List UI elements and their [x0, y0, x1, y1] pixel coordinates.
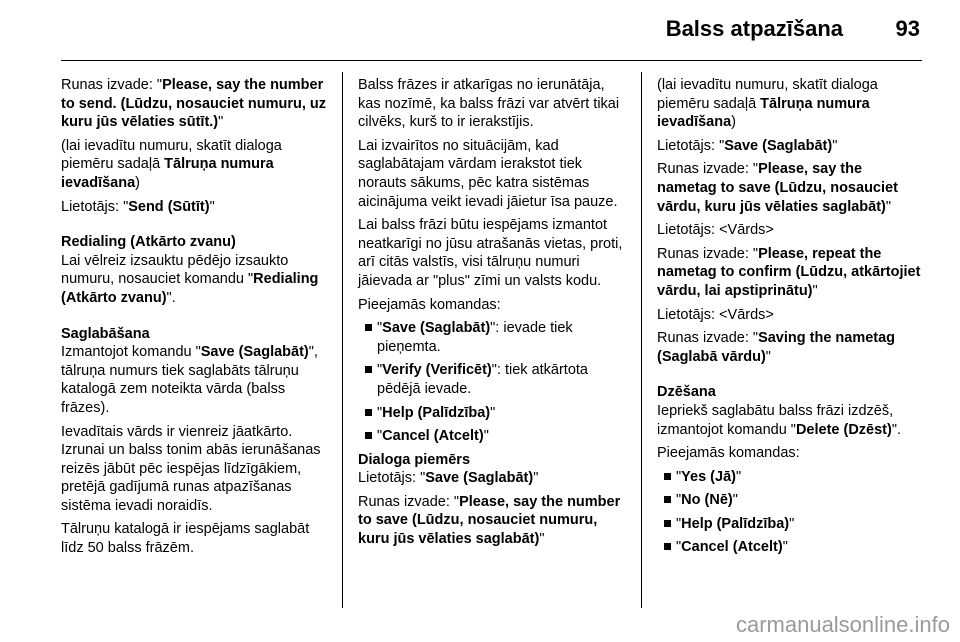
- column-divider-1: [342, 72, 343, 608]
- paragraph: Runas izvade: "Please, say the number to send. (Lūdzu, nosauciet numuru, uz kuru jūs vēlaties sūtīt.)": [61, 77, 327, 131]
- square-bullet-icon: [664, 520, 671, 527]
- paragraph: Lietotājs: "Send (Sūtīt)": [61, 198, 215, 215]
- section-heading-delete: Dzēšana: [657, 384, 716, 401]
- paragraph: Runas izvade: "Please, repeat the nametag to confirm (Lūdzu, atkārtojiet vārdu, lai apstiprinātu)": [657, 245, 921, 299]
- paragraph: Balss frāzes ir atkarīgas no ierunātāja, kas nozīmē, ka balss frāzi var atvērt tikai cilvēks, kurš to ir ierakstījis.: [358, 77, 620, 131]
- paragraph: (lai ievadītu numuru, skatīt dialoga piemēru sadaļā Tālruņa numura ievadīšana): [657, 77, 878, 131]
- square-bullet-icon: [365, 324, 372, 331]
- paragraph: Lai vēlreiz izsauktu pēdējo izsaukto numuru, nosauciet komandu "Redialing (Atkārto zvanu)".: [61, 252, 319, 306]
- paragraph: Tālruņu katalogā ir iespējams saglabāt līdz 50 balss frāzēm.: [61, 521, 310, 557]
- list-item: "Help (Palīdzība)": [358, 404, 628, 423]
- section-heading-dialog: Dialoga piemērs: [358, 451, 471, 468]
- column-divider-2: [641, 72, 642, 608]
- list-item: "Verify (Verificēt)": tiek atkārtota pēdējā ievade.: [358, 361, 628, 398]
- paragraph: Izmantojot komandu "Save (Saglabāt)", tālruņa numurs tiek saglabāts tālruņu katalogā zem noteikta vārda (balss frāzes).: [61, 344, 318, 416]
- paragraph: Lietotājs: <Vārds>: [657, 306, 774, 323]
- paragraph: Iepriekš saglabātu balss frāzi izdzēš, izmantojot komandu "Delete (Dzēst)".: [657, 402, 902, 438]
- list-item: "Save (Saglabāt)": ievade tiek pieņemta.: [358, 319, 628, 356]
- square-bullet-icon: [664, 496, 671, 503]
- page-title: Balss atpazīšana: [665, 16, 843, 41]
- paragraph: Ievadītais vārds ir vienreiz jāatkārto. Izrunai un balss tonim abās ierunāšanas reizēs jābūt pēc iespējas līdzīgākiem, pretējā gadījumā runas atpazīšanas sistēma ievadi noraidīs.: [61, 423, 321, 514]
- list-item: "Cancel (Atcelt)": [657, 538, 925, 557]
- paragraph: Lai izvairītos no situācijām, kad saglabātajam vārdam ierakstot tiek norauts sākums, pēc katra sistēmas aicinājuma veikt ievadi jāietur īsa pauze.: [358, 137, 618, 210]
- paragraph: Runas izvade: "Saving the nametag (Saglabā vārdu)": [657, 330, 896, 365]
- header-divider: [61, 60, 922, 61]
- list-item: "Cancel (Atcelt)": [358, 427, 628, 446]
- paragraph: Lietotājs: "Save (Saglabāt)": [657, 137, 838, 154]
- square-bullet-icon: [664, 473, 671, 480]
- paragraph: Lietotājs: <Vārds>: [657, 222, 774, 239]
- column-3: [657, 76, 925, 562]
- commands-intro: Pieejamās komandas:: [657, 445, 800, 462]
- list-item: "Yes (Jā)": [657, 468, 925, 487]
- page-number: 93: [895, 16, 920, 41]
- commands-intro: Pieejamās komandas:: [358, 296, 501, 313]
- section-heading-save: Saglabāšana: [61, 325, 150, 342]
- paragraph: Lai balss frāzi būtu iespējams izmantot neatkarīgi no jūsu atrašanās vietas, proti, arī citās valstīs, visi tālruņu numuri jāievada ar "plus" zīmi un valsts kodu.: [358, 217, 623, 289]
- paragraph: Lietotājs: "Save (Saglabāt)": [358, 470, 539, 487]
- square-bullet-icon: [365, 409, 372, 416]
- paragraph: Runas izvade: "Please, say the nametag to save (Lūdzu, nosauciet vārdu, kuru jūs vēlaties saglabāt)": [657, 161, 898, 215]
- square-bullet-icon: [365, 366, 372, 373]
- column-1: [61, 76, 329, 563]
- command-list: [657, 468, 925, 557]
- square-bullet-icon: [664, 543, 671, 550]
- column-2: [358, 76, 628, 554]
- section-heading-redial: Redialing (Atkārto zvanu): [61, 234, 236, 251]
- paragraph: (lai ievadītu numuru, skatīt dialoga piemēru sadaļā Tālruņa numura ievadīšana): [61, 137, 282, 191]
- list-item: "Help (Palīdzība)": [657, 515, 925, 534]
- command-list: [358, 319, 628, 446]
- square-bullet-icon: [365, 432, 372, 439]
- watermark: carmanualsonline.info: [735, 612, 950, 637]
- list-item: "No (Nē)": [657, 491, 925, 510]
- paragraph: Runas izvade: "Please, say the number to save (Lūdzu, nosauciet numuru, kuru jūs vēlaties saglabāt)": [358, 493, 621, 548]
